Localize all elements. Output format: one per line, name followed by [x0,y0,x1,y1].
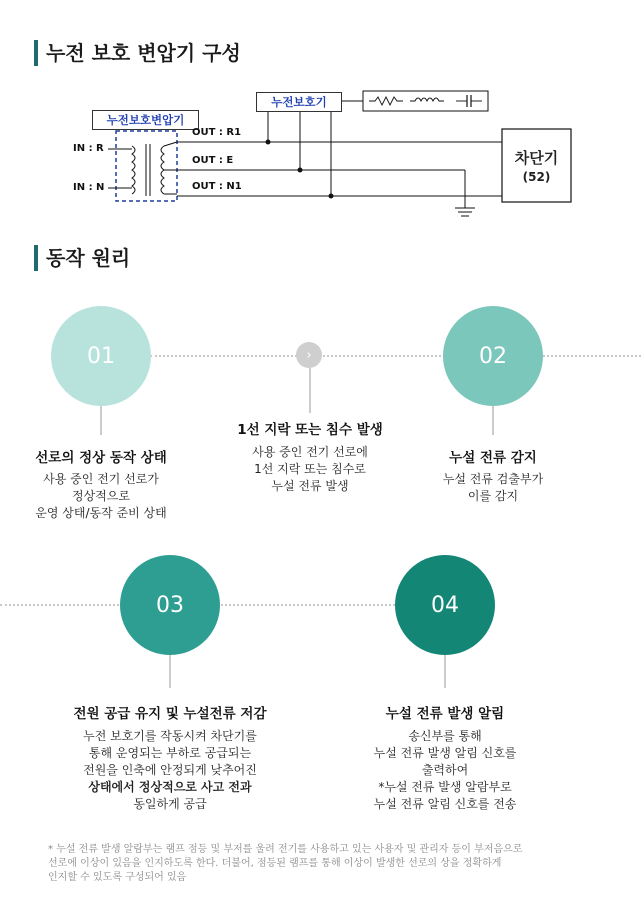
step4-desc: 송신부를 통해 누설 전류 발생 알림 신호를 출력하여 *누설 전류 발생 알람부로 누설 전류 알림 신호를 전송 [373,729,517,811]
step4-connector-down [444,654,446,688]
step3-desc: 누전 보호기를 작동시켜 차단기를 통해 운영되는 부하로 공급되는 전원을 인축에 안정되게 낮추어진 상태에서 정상적으로 사고 전과 동일하게 공급 [83,729,257,811]
footnote: * 누설 전류 발생 알람부는 램프 점등 및 부저를 울려 전기를 사용하고 있는 사용자 및 관리자 등이 부저음으로 선로에 이상이 있음을 인지하도록 한다. 더불어, 점등된 램프를 통해 이상이 발생한 선로의 상을 정확하게 인지할 수 있도록 구성되어 있음 [48,844,523,883]
step2-circle: 02 [443,306,543,406]
step3-circle: 03 [120,555,220,655]
in-r-label: IN : R [73,143,104,154]
out-e-label: OUT : E [192,155,234,166]
event-title: 1선 지락 또는 침수 발생 [237,422,383,438]
structure-section-title: 누전 보호 변압기 구성 [34,40,241,66]
out-n1-label: OUT : N1 [192,181,242,192]
event-desc: 사용 중인 전기 선로에 1선 지락 또는 침수로 누설 전류 발생 [252,445,368,493]
protector-label: 누전보호기 [256,92,342,112]
in-n-label: IN : N [73,182,105,193]
step3-title: 전원 공급 유지 및 누설전류 저감 [73,706,267,722]
chevron-right-icon: › [296,342,322,368]
step2-title: 누설 전류 감지 [449,450,537,466]
principle-section-title: 동작 원리 [34,245,130,271]
step1-connector [100,405,102,435]
out-r1-label: OUT : R1 [192,127,242,138]
step2-desc: 누설 전류 검출부가 이를 감지 [442,472,544,503]
step1-desc: 사용 중인 전기 선로가 정상적으로 운영 상태/동작 준비 상태 [35,472,167,520]
step4-title: 누설 전류 발생 알림 [385,706,505,722]
breaker-code: (52) [522,170,551,184]
step2-connector [309,368,311,413]
step4-circle: 04 [395,555,495,655]
step3-connector [492,405,494,435]
breaker-name: 차단기 [514,149,559,167]
step3-connector-down [169,654,171,688]
step1-circle: 01 [51,306,151,406]
row1-dotted-line [150,355,641,357]
transformer-label: 누전보호변압기 [92,110,199,130]
step1-title: 선로의 정상 동작 상태 [35,450,167,466]
